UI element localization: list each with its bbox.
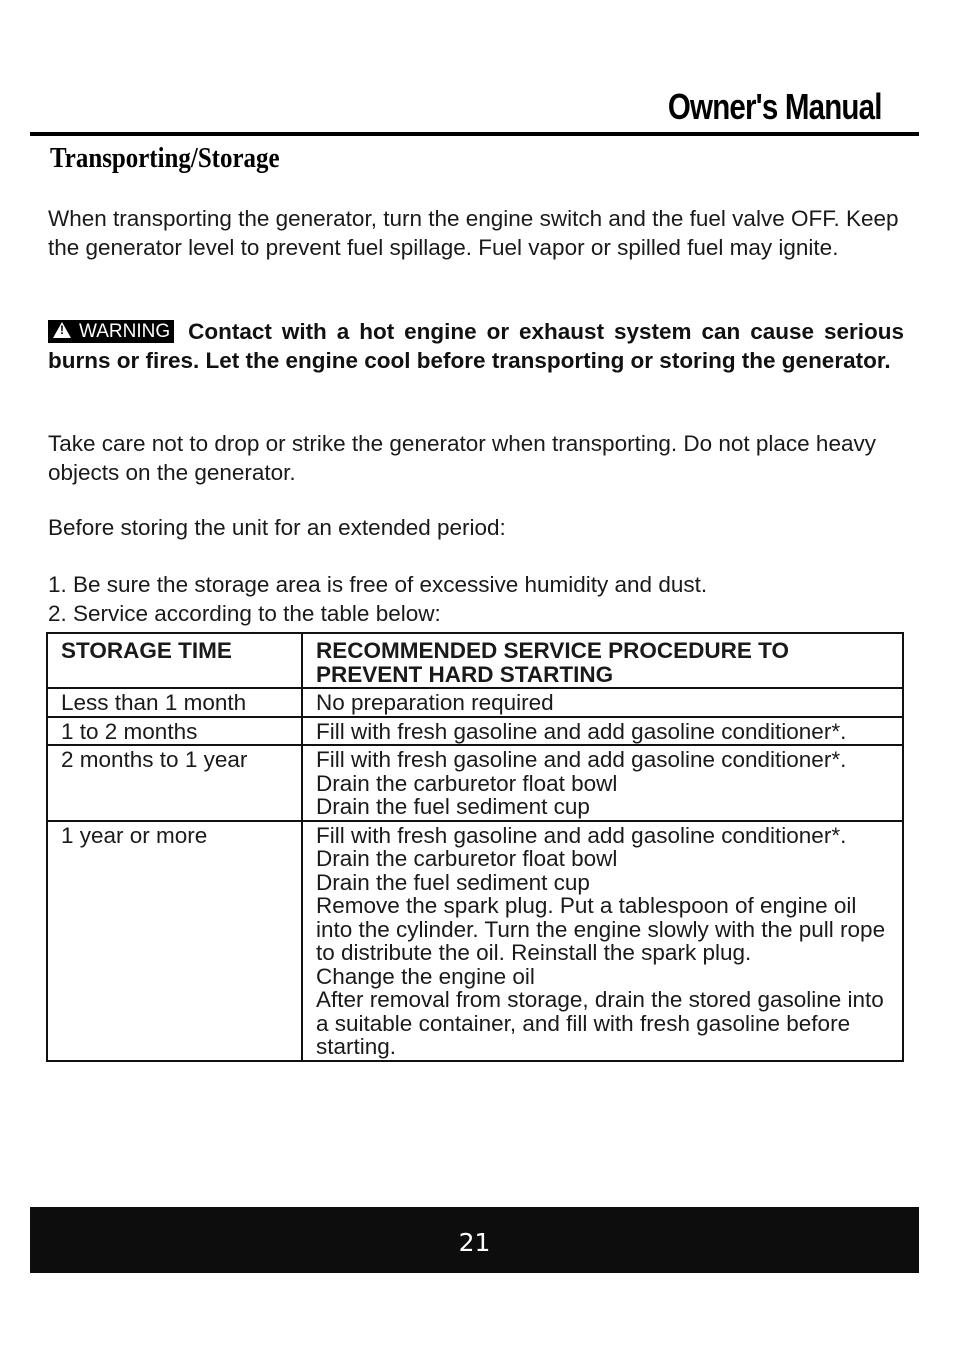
table-cell-procedure <box>302 688 903 717</box>
warning-block <box>48 318 904 375</box>
procedure-line: Drain the fuel sediment cup <box>316 794 590 819</box>
list-item: 1. Be sure the storage area is free of excessive humidity and dust. <box>48 572 708 597</box>
table-cell-time: Less than 1 month <box>47 688 302 717</box>
warning-triangle-icon <box>53 322 71 338</box>
before-storing-paragraph: Before storing the unit for an extended period: <box>48 515 506 540</box>
table-header-row <box>47 633 903 688</box>
procedure-line: Drain the carburetor float bowl <box>316 770 618 796</box>
header-rule <box>30 132 919 136</box>
page-number: 21 <box>458 1228 491 1257</box>
table-header-procedure: RECOMMENDED SERVICE PROCEDURE TO PREVENT HARD STARTING <box>302 633 903 688</box>
warning-badge <box>48 320 174 343</box>
procedure-line: Drain the fuel sediment cup <box>316 869 590 895</box>
storage-steps-list <box>48 571 707 628</box>
procedure-line: Drain the carburetor float bowl <box>316 846 618 871</box>
handling-paragraph: Take care not to drop or strike the generator when transporting. Do not place heavy objects on the generator. <box>48 431 876 485</box>
warning-text: Contact with a hot engine or exhaust system can cause serious burns or fires. Let the engine cool before transporting or storing the generator. <box>48 319 904 373</box>
intro-paragraph: When transporting the generator, turn the engine switch and the fuel valve OFF. Keep the generator level to prevent fuel spillage. Fuel vapor or spilled fuel may ignite. <box>48 206 899 260</box>
page-title: Owner's Manual <box>668 86 882 127</box>
table-row <box>47 717 903 746</box>
table-cell-procedure <box>302 717 903 746</box>
warning-badge-label: WARNING <box>79 321 171 342</box>
procedure-line: Change the engine oil <box>316 963 535 989</box>
storage-table <box>46 632 904 1062</box>
list-item: 2. Service according to the table below: <box>48 600 441 626</box>
table-row <box>47 745 903 821</box>
procedure-line: Remove the spark plug. Put a tablespoon of engine oil into the cylinder. Turn the engine slowly with the pull rope to distribute the oil. Reinstall the spark plug. <box>316 893 886 965</box>
table-cell-procedure <box>302 745 903 821</box>
procedure-line: After removal from storage, drain the stored gasoline into a suitable container, and fill with fresh gasoline before starting. <box>316 987 884 1059</box>
table-cell-procedure <box>302 821 903 1061</box>
procedure-line: Fill with fresh gasoline and add gasoline conditioner*. <box>316 747 847 772</box>
table-row <box>47 688 903 717</box>
table-cell-time: 2 months to 1 year <box>47 745 302 821</box>
procedure-line: Fill with fresh gasoline and add gasoline conditioner*. <box>316 822 847 848</box>
table-cell-time: 1 to 2 months <box>47 717 302 746</box>
table-header-storage-time: STORAGE TIME <box>47 633 302 688</box>
procedure-line: No preparation required <box>316 690 554 715</box>
procedure-line: Fill with fresh gasoline and add gasoline conditioner*. <box>316 718 847 744</box>
section-title: Transporting/Storage <box>50 142 280 174</box>
footer-bar <box>30 1207 919 1273</box>
table-row <box>47 821 903 1061</box>
table-cell-time: 1 year or more <box>47 821 302 1061</box>
